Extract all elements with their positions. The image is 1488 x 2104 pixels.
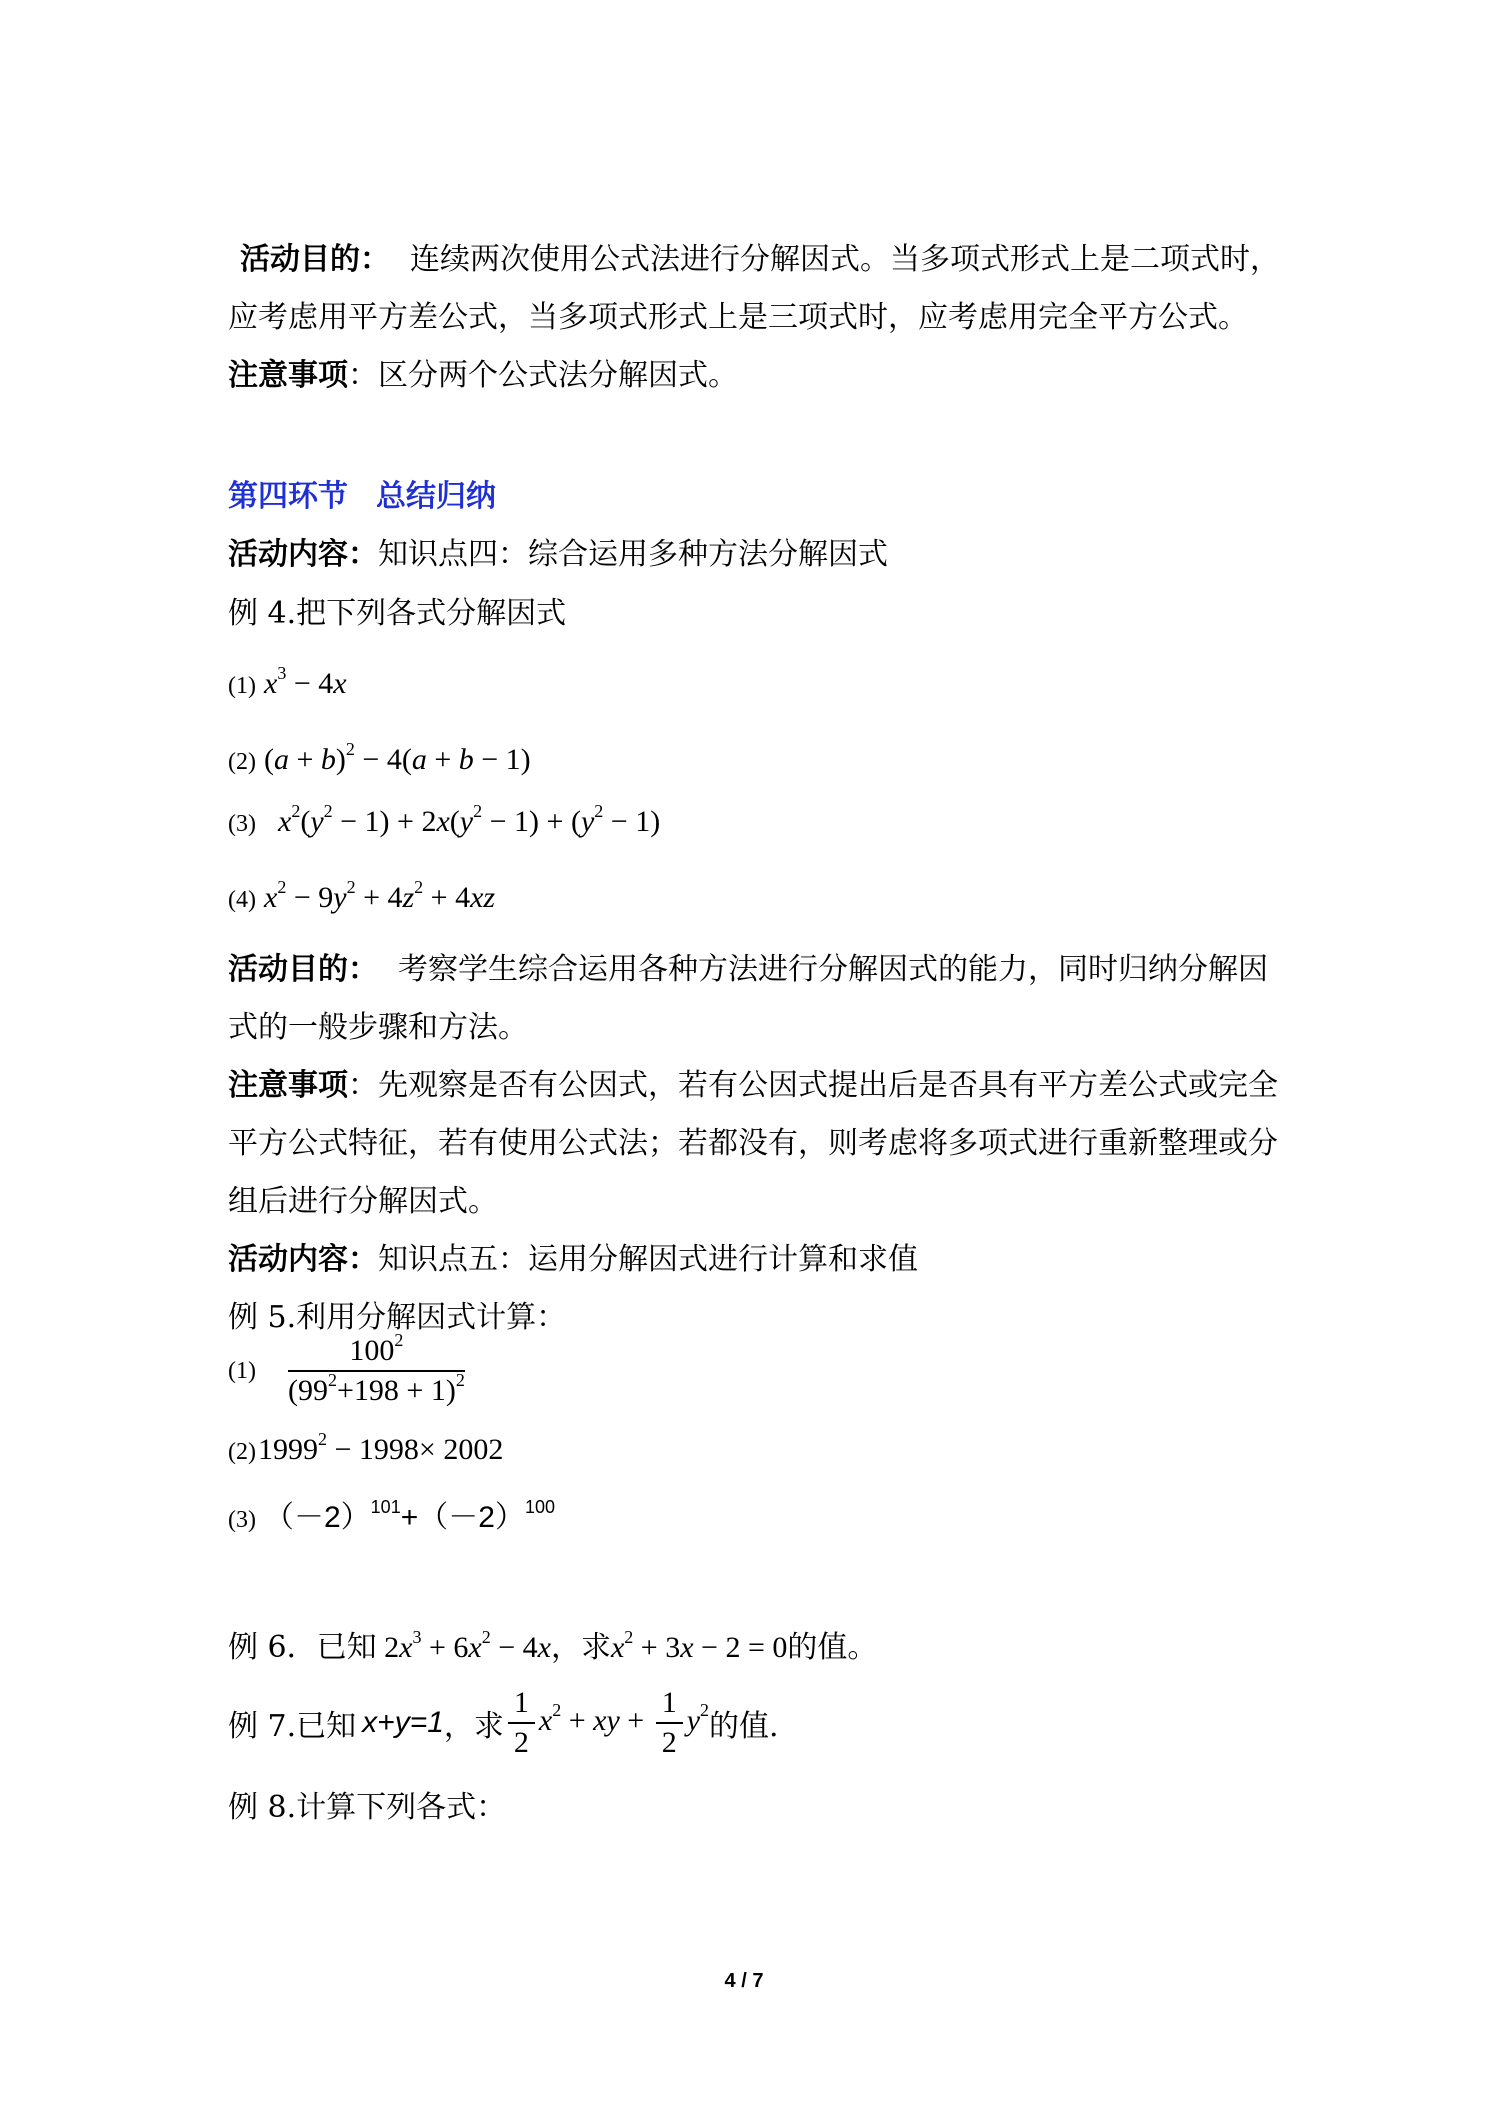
page-number: 4 / 7 [724,1970,764,1992]
purpose2-text-2: 式的一般步骤和方法。 [228,1010,528,1045]
purpose-label: 活动目的： [240,242,390,277]
example6-mid: ，求 [550,1630,611,1665]
item-number: (4) [228,887,256,913]
example4-item-4: (4) $x^2 - 9y^2 + 4z^2 + 4xz$ [228,877,496,914]
fraction: $\frac{100^2}{(99^2+198 + 1)^2}$ [287,1330,465,1407]
example7-condition: x+y=1 [362,1706,444,1739]
example7-prefix: 例 7.已知 [228,1709,357,1744]
content-label-2: 活动内容： [228,1242,378,1277]
purpose-line-1 [240,240,1280,280]
note-line [228,356,738,396]
item-number: (2) [228,749,256,775]
note2-line-3 [228,1182,498,1222]
note-text: ：区分两个公式法分解因式。 [348,358,738,393]
example7-suffix: 的值. [709,1709,779,1744]
content-line-2 [228,1240,918,1280]
example4-item-3: (3) $x^2(y^2 - 1) + 2x(y^2 - 1) + (y^2 - 1)$ [228,801,661,838]
item-number: (1) [228,673,256,699]
note2-text-2: 平方公式特征，若有使用公式法；若都没有，则考虑将多项式进行重新整理或分 [228,1126,1278,1161]
section-title: 第四环节 [228,479,348,514]
purpose-line-2 [228,298,1248,338]
example7: 例 7.已知 x+y=1，求 $\frac{1}{2}$ $x^2$ + xy + $\frac{1}{2}$ $y^2$的值. [228,1686,779,1759]
item-number: (2) [228,1439,256,1465]
item3-exp-2: 100 [524,1497,555,1517]
content-text-1: 知识点四：综合运用多种方法分解因式 [378,537,888,572]
item3-base-2: +（－2） [400,1501,525,1534]
item-number: (3) [228,811,256,837]
section-heading [228,477,496,517]
example5-item-3 [228,1498,555,1540]
example5-item-1 [228,1330,469,1408]
example7-mid: ，求 [443,1709,504,1744]
example4-item-2: (2) $(a + b)^2 - 4(a + b - 1)$ [228,739,531,776]
example5-title-text: 例 5.利用分解因式计算： [228,1300,567,1335]
purpose2-text-1: 考察学生综合运用各种方法进行分解因式的能力，同时归纳分解因 [398,952,1268,987]
purpose-text-1: 连续两次使用公式法进行分解因式。当多项式形式上是二项式时， [410,242,1280,277]
example6-prefix: 例 6．已知 [228,1630,377,1665]
note2-label: 注意事项 [228,1068,348,1103]
item3-base-1: （－2） [263,1501,371,1534]
item-number: (3) [228,1507,256,1533]
purpose2-label: 活动目的： [228,952,378,987]
content-line-1 [228,535,888,575]
content-label-1: 活动内容： [228,537,378,572]
content-text-2: 知识点五：运用分解因式进行计算和求值 [378,1242,918,1277]
note2-line-2 [228,1124,1278,1164]
example4-item-1: (1) $x^3 - 4x$ [228,663,347,700]
example8-title-text: 例 8.计算下列各式： [228,1790,507,1825]
example6-suffix: 的值。 [787,1630,878,1665]
purpose2-line-2 [228,1008,528,1048]
example8-title [228,1788,506,1828]
note2-line-1 [228,1066,1278,1106]
example6: 例 6．已知 $2x^3 + 6x^2 - 4x$，求$x^2 + 3x - 2 = 0$的值。 [228,1627,878,1665]
item3-exp-1: 101 [370,1497,401,1517]
item-number: (1) [228,1357,256,1384]
purpose-text-2: 应考虑用平方差公式，当多项式形式上是三项式时，应考虑用完全平方公式。 [228,300,1248,335]
purpose2-line-1 [228,950,1268,990]
note2-text-3: 组后进行分解因式。 [228,1184,498,1219]
note-label: 注意事项 [228,358,348,393]
example5-item-2: $(2)1999^2 - 1998\times 2002$ [228,1429,504,1466]
example4-title [228,594,566,634]
example4-title-text: 例 4.把下列各式分解因式 [228,596,567,631]
note2-text-1: ：先观察是否有公因式，若有公因式提出后是否具有平方差公式或完全 [348,1068,1278,1103]
section-subtitle: 总结归纳 [376,479,496,514]
